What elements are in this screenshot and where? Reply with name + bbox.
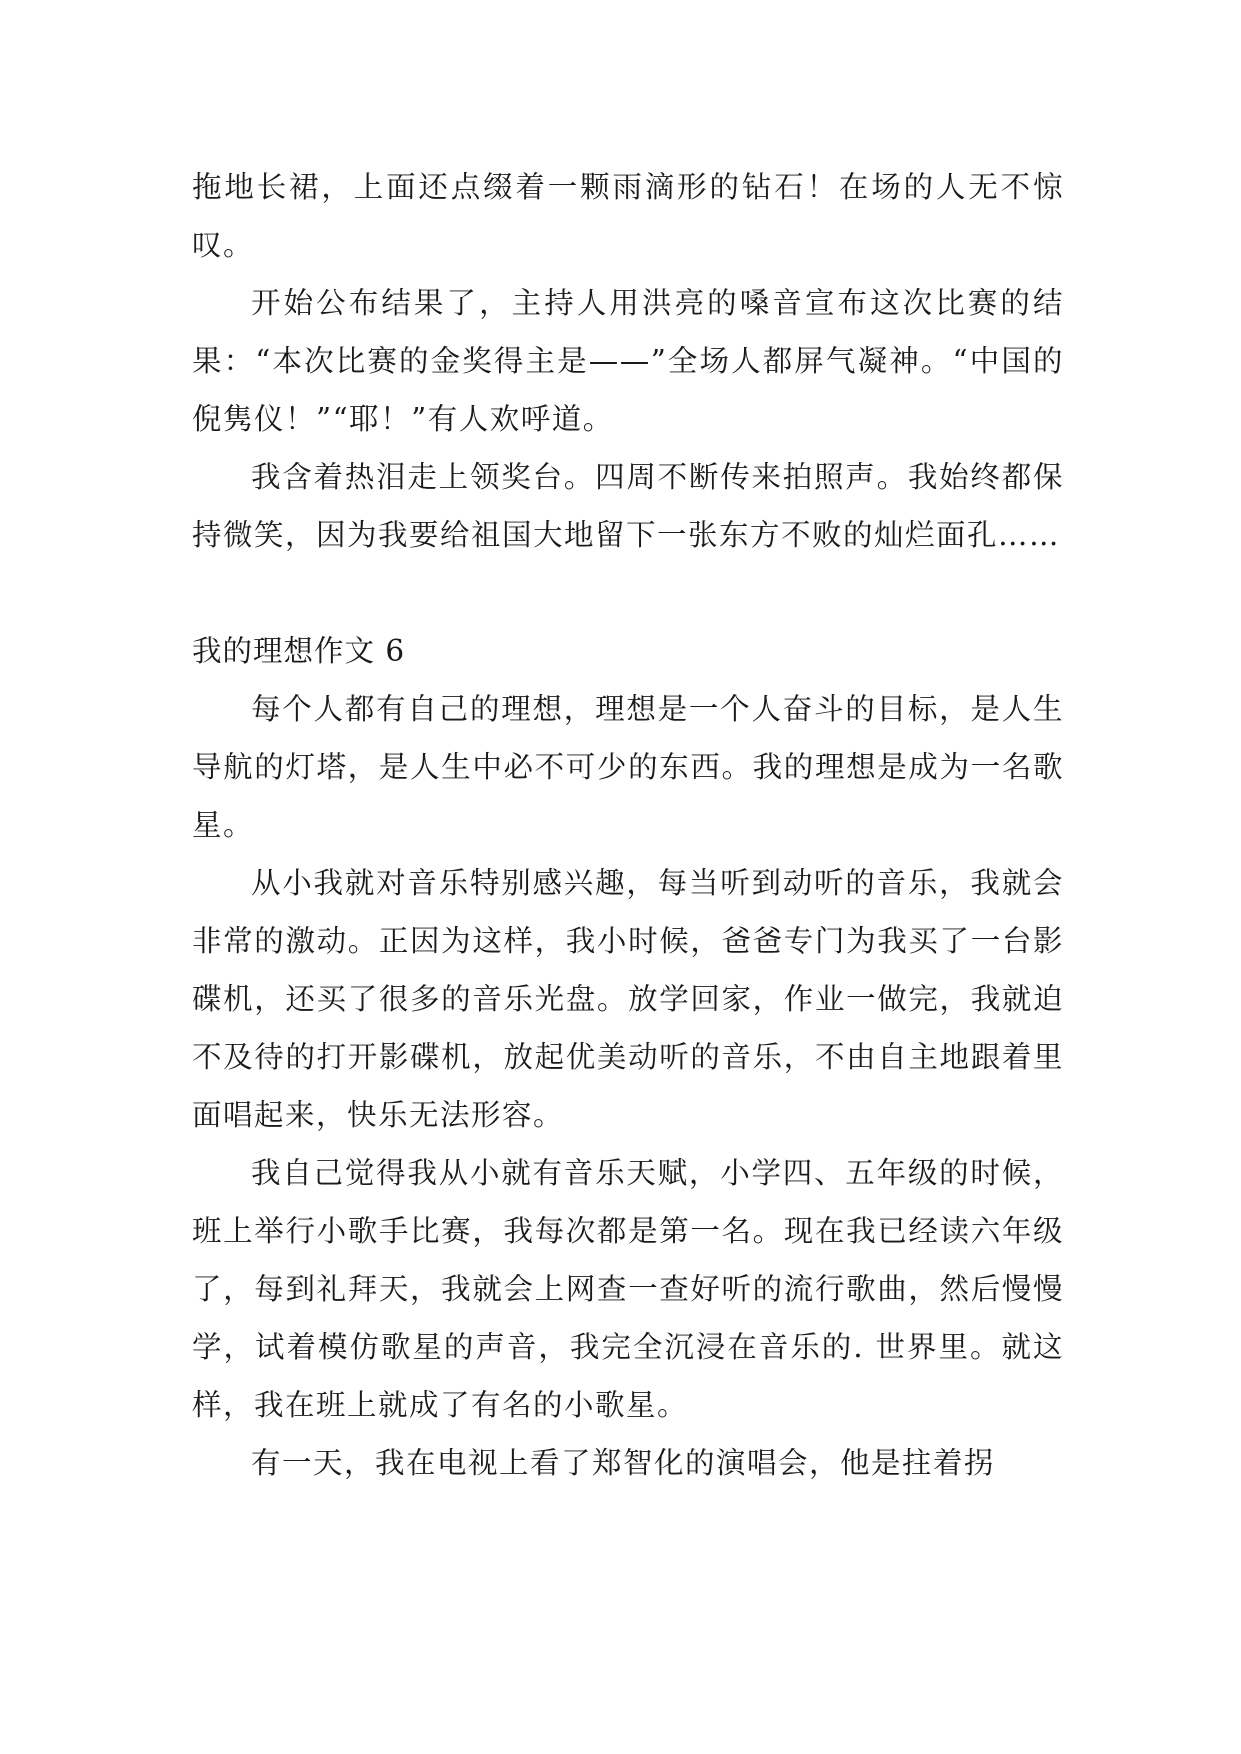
paragraph: 有一天，我在电视上看了郑智化的演唱会，他是拄着拐 (251, 1446, 996, 1480)
paragraph: 拖地长裙，上面还点缀着一颗雨滴形的钻石！在场的人无不惊叹。 (192, 170, 1064, 262)
section-spacer (192, 564, 1064, 622)
section-title: 我的理想作文 6 (192, 634, 406, 668)
paragraph: 每个人都有自己的理想，理想是一个人奋斗的目标，是人生导航的灯塔，是人生中必不可少的东西。我的理想是成为一名歌星。 (192, 692, 1064, 842)
paragraph: 从小我就对音乐特别感兴趣，每当听到动听的音乐，我就会非常的激动。正因为这样，我小时候，爸爸专门为我买了一台影碟机，还买了很多的音乐光盘。放学回家，作业一做完，我就迫不及待的打开影碟机，放起优美动听的音乐，不由自主地跟着里面唱起来，快乐无法形容。 (192, 866, 1064, 1132)
document-body (192, 158, 1064, 1492)
paragraph: 开始公布结果了，主持人用洪亮的嗓音宣布这次比赛的结果：“本次比赛的金奖得主是——”全场人都屏气凝神。“中国的倪隽仪！”“耶！”有人欢呼道。 (192, 286, 1064, 436)
paragraph: 我自己觉得我从小就有音乐天赋，小学四、五年级的时候，班上举行小歌手比赛，我每次都是第一名。现在我已经读六年级了，每到礼拜天，我就会上网查一查好听的流行歌曲，然后慢慢学，试着模仿歌星的声音，我完全沉浸在音乐的. 世界里。就这样，我在班上就成了有名的小歌星。 (192, 1156, 1064, 1422)
paragraph: 我含着热泪走上领奖台。四周不断传来拍照声。我始终都保持微笑，因为我要给祖国大地留下一张东方不败的灿烂面孔…… (192, 460, 1064, 552)
